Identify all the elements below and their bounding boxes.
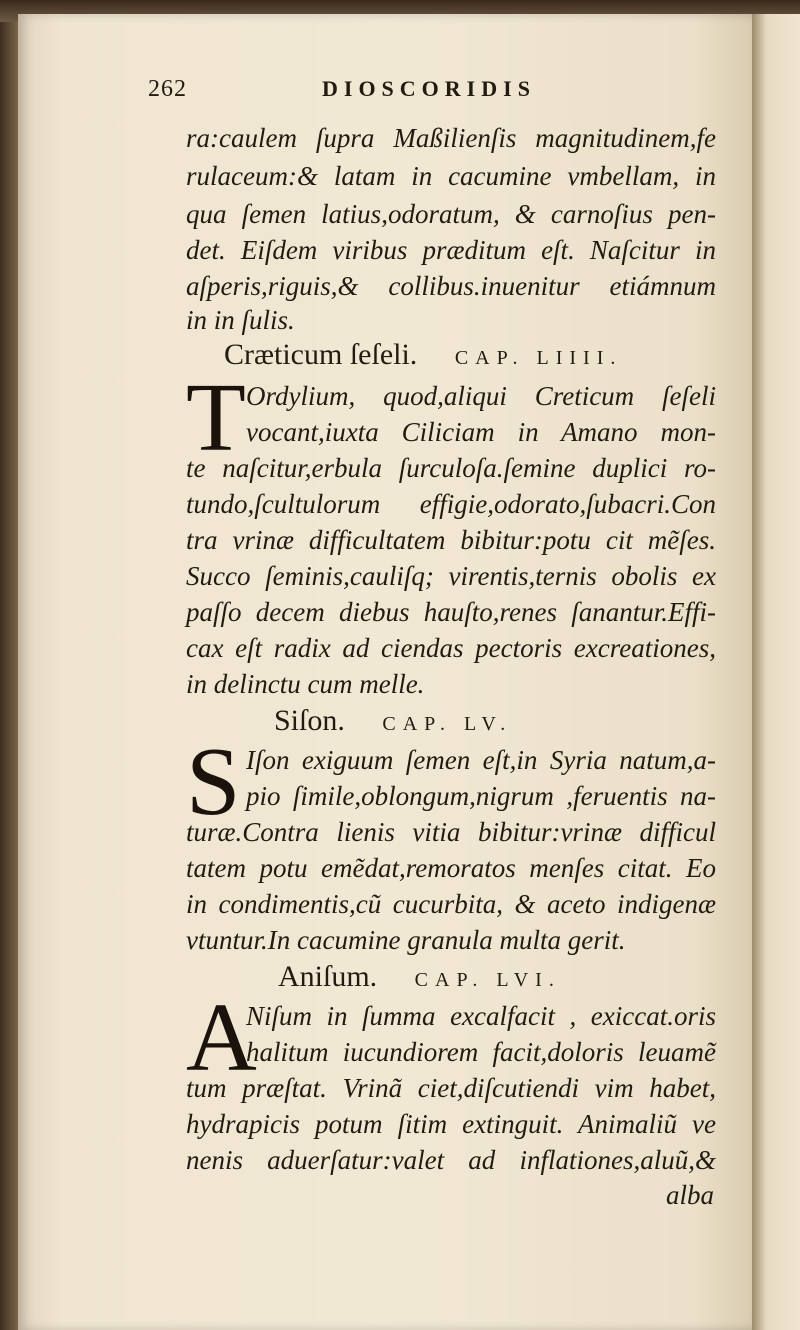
chapter-heading [274,704,512,738]
text-line: det. Eiſdem viribus præditum eſt. Naſcitur in [186,235,716,265]
chapter-heading [278,960,561,994]
text-line: tatem potu emẽdat,remoratos menſes citat. Eo [186,853,716,883]
text-line: hydrapicis potum ſitim extinguit. Animaliũ ve [186,1109,716,1139]
drop-capital: S [186,728,241,836]
chapter-title: Siſon. [274,704,345,737]
drop-capital: T [186,364,246,472]
text-line: Niſum in ſumma excalfacit , exiccat.oris [246,1001,716,1031]
book-binding [0,14,18,1330]
chapter-number: CAP. LIIII. [454,347,623,369]
text-line: qua ſemen latius,odoratum, & carnoſius pen- [186,199,716,229]
text-line: ra:caulem ſupra Maßilienſis magnitudinem,fe [186,123,716,153]
text-line: pio ſimile,oblongum,nigrum ,feruentis na- [246,781,716,811]
text-line: aſperis,riguis,& collibus.inuenitur etiámnum [186,271,716,301]
chapter-number: CAP. LVI. [414,969,561,991]
text-line: in condimentis,cũ cucurbita, & aceto indigenæ [186,889,716,919]
text-line: paſſo decem diebus hauſto,renes ſanantur.Effi- [186,597,716,627]
text-line: tra vrinæ difficultatem bibitur:potu cit mẽſes. [186,525,716,555]
chapter-title: Cræticum ſeſeli. [224,338,418,371]
page-number: 262 [148,76,187,102]
chapter-number: CAP. LV. [382,713,513,735]
text-line: Ordylium, quod,aliqui Creticum ſeſeli [246,381,716,411]
text-line: rulaceum:& latam in cacumine vmbellam, in [186,161,716,191]
catchword: alba [666,1180,715,1210]
text-line: vtuntur.In cacumine granula multa gerit. [186,925,626,955]
text-line: Succo ſeminis,cauliſq; virentis,ternis obolis ex [186,561,716,591]
text-line: halitum iucundiorem facit,doloris leuamẽ [246,1037,716,1067]
text-line: nenis aduerſatur:valet ad inflationes,aluũ,& [186,1145,716,1175]
text-line: Iſon exiguum ſemen eſt,in Syria natum,a- [246,745,716,775]
text-line: te naſcitur,erbula ſurculoſa.ſemine duplici ro- [186,453,716,483]
text-line: cax eſt radix ad ciendas pectoris excreationes, [186,633,716,663]
adjacent-page-edge [752,14,800,1330]
text-line: in delinctu cum melle. [186,669,425,699]
text-line: vocant,iuxta Ciliciam in Amano mon- [246,417,716,447]
text-line: turæ.Contra lienis vitia bibitur:vrinæ difficul [186,817,716,847]
text-line: in in ſulis. [186,305,295,335]
chapter-title: Aniſum. [278,960,378,993]
chapter-heading [224,338,622,372]
running-title: DIOSCORIDIS [322,76,536,101]
text-line: tundo,ſcultulorum effigie,odorato,ſubacri.Con [186,489,716,519]
text-line: tum præſtat. Vrinã ciet,diſcutiendi vim habet, [186,1073,716,1103]
drop-capital: A [186,984,257,1092]
